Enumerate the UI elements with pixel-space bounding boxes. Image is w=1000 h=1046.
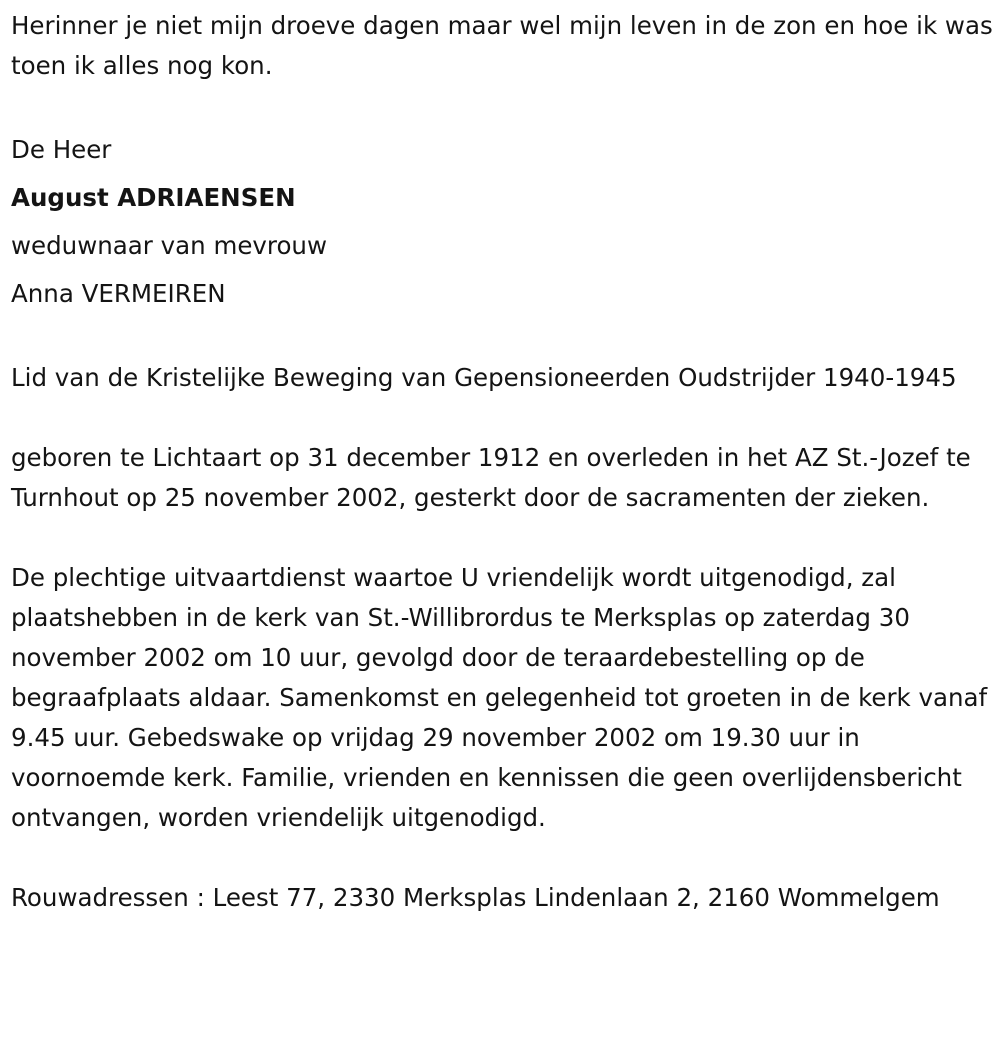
honorific: De Heer (11, 135, 112, 164)
deceased-name: August ADRIAENSEN (11, 183, 296, 212)
spacer (11, 86, 996, 126)
birth-death-paragraph: geboren te Lichtaart op 31 december 1912 en overleden in het AZ St.-Jozef te Turnhout op 25 november 2002, gesterkt door de sacramenten der zieken. (11, 443, 971, 512)
mourning-addresses: Rouwadressen : Leest 77, 2330 Merksplas Lindenlaan 2, 2160 Wommelgem (11, 883, 940, 912)
spacer (11, 838, 996, 878)
memorial-quote: Herinner je niet mijn droeve dagen maar wel mijn leven in de zon en hoe ik was toen ik alles nog kon. (11, 11, 993, 80)
spacer (11, 518, 996, 558)
spacer (11, 318, 996, 358)
spacer (11, 398, 996, 438)
obituary-document (11, 6, 996, 918)
spouse-name: Anna VERMEIREN (11, 279, 226, 308)
funeral-paragraph: De plechtige uitvaartdienst waartoe U vriendelijk wordt uitgenodigd, zal plaatshebben in de kerk van St.-Willibrordus te Merksplas op zaterdag 30 november 2002 om 10 uur, gevolgd door de teraardebestelling op de begraafplaats aldaar. Samenkomst en gelegenheid tot groeten in de kerk vanaf 9.45 uur. Gebedswake op vrijdag 29 november 2002 om 19.30 uur in voornoemde kerk. Familie, vrienden en kennissen die geen overlijdensbericht ontvangen, worden vriendelijk uitgenodigd. (11, 563, 988, 832)
relation-line: weduwnaar van mevrouw (11, 231, 327, 260)
membership-paragraph: Lid van de Kristelijke Beweging van Gepensioneerden Oudstrijder 1940-1945 (11, 363, 957, 392)
